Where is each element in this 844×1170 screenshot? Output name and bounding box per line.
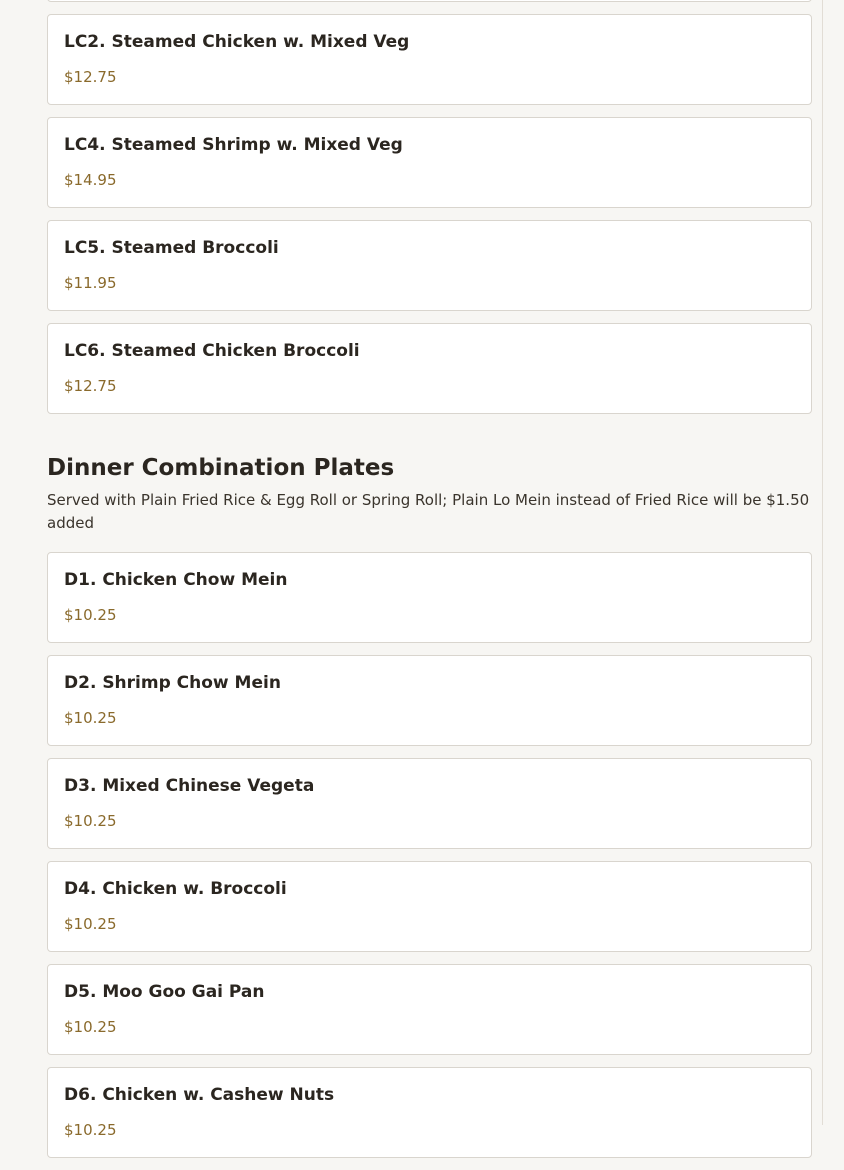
menu-item-card-partial[interactable]	[47, 0, 812, 2]
item-name: D2. Shrimp Chow Mein	[64, 673, 281, 693]
item-price: $10.25	[64, 709, 117, 727]
item-price: $10.25	[64, 915, 117, 933]
item-price: $12.75	[64, 68, 117, 86]
item-price: $10.25	[64, 606, 117, 624]
dinner-items-list	[47, 552, 812, 1170]
menu-item-card[interactable]	[47, 964, 812, 1055]
item-price: $12.75	[64, 377, 117, 395]
item-name: LC6. Steamed Chicken Broccoli	[64, 341, 360, 361]
menu-item-card[interactable]	[47, 655, 812, 746]
item-name: D4. Chicken w. Broccoli	[64, 879, 287, 899]
section-title: Dinner Combination Plates	[47, 455, 395, 481]
section-description: Served with Plain Fried Rice & Egg Roll or Spring Roll; Plain Lo Mein instead of Fried Rice will be $1.50 added	[47, 491, 810, 532]
menu-item-card[interactable]	[47, 220, 812, 311]
item-price: $14.95	[64, 171, 117, 189]
item-name: D3. Mixed Chinese Vegeta	[64, 776, 315, 796]
item-price: $10.25	[64, 1121, 117, 1139]
item-price: $11.95	[64, 274, 117, 292]
dinner-section-header	[47, 452, 812, 535]
menu-item-card[interactable]	[47, 758, 812, 849]
lunch-items-list	[47, 14, 812, 426]
menu-item-card[interactable]	[47, 1067, 812, 1158]
item-name: D6. Chicken w. Cashew Nuts	[64, 1085, 335, 1105]
item-name: LC2. Steamed Chicken w. Mixed Veg	[64, 32, 410, 52]
menu-item-card[interactable]	[47, 552, 812, 643]
menu-item-card[interactable]	[47, 861, 812, 952]
menu-item-card[interactable]	[47, 117, 812, 208]
menu-item-card[interactable]	[47, 14, 812, 105]
item-price: $10.25	[64, 1018, 117, 1036]
item-name: LC5. Steamed Broccoli	[64, 238, 279, 258]
item-name: D5. Moo Goo Gai Pan	[64, 982, 265, 1002]
item-price: $10.25	[64, 812, 117, 830]
item-name: LC4. Steamed Shrimp w. Mixed Veg	[64, 135, 403, 155]
item-name: D1. Chicken Chow Mein	[64, 570, 288, 590]
menu-item-card[interactable]	[47, 323, 812, 414]
